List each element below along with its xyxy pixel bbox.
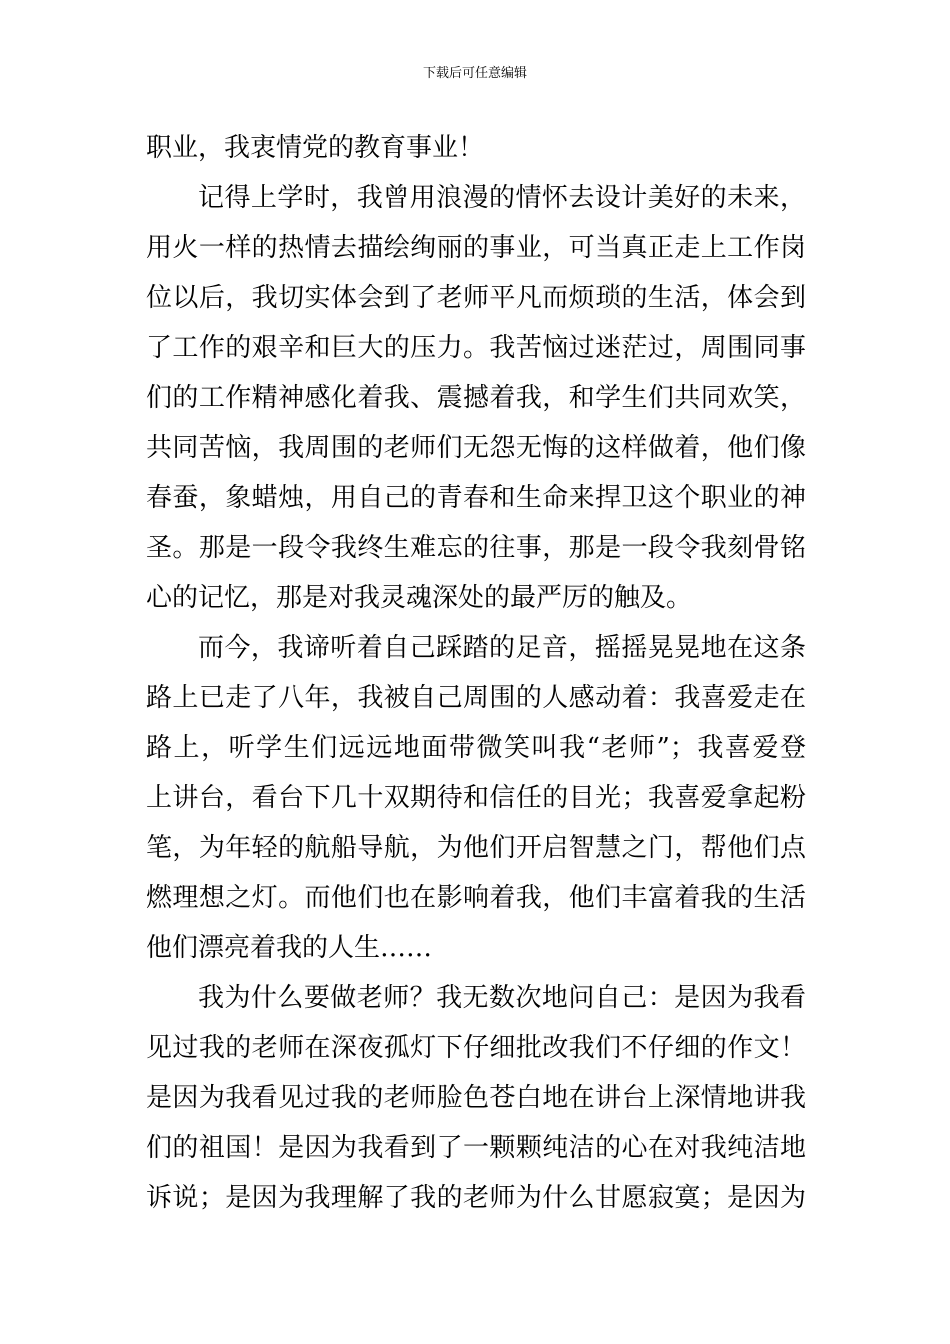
text-line: 诉说；是因为我理解了我的老师为什么甘愿寂寞；是因为 xyxy=(146,1183,806,1213)
text-line: 燃理想之灯。而他们也在影响着我，他们丰富着我的生活 xyxy=(146,883,806,913)
text-line: 记得上学时，我曾用浪漫的情怀去设计美好的未来， xyxy=(198,183,806,213)
text-line: 共同苦恼，我周围的老师们无怨无悔的这样做着，他们像 xyxy=(146,433,806,463)
text-line: 了工作的艰辛和巨大的压力。我苦恼过迷茫过，周围同事 xyxy=(146,333,806,363)
text-line: 们的工作精神感化着我、震撼着我，和学生们共同欢笑， xyxy=(146,383,806,413)
text-line: 路上已走了八年，我被自己周围的人感动着：我喜爱走在 xyxy=(146,683,806,713)
text-line: 见过我的老师在深夜孤灯下仔细批改我们不仔细的作文！ xyxy=(146,1033,806,1063)
text-line: 我为什么要做老师？我无数次地问自己：是因为我看 xyxy=(198,983,806,1013)
text-line: 他们漂亮着我的人生…… xyxy=(146,933,433,963)
page-header: 下载后可任意编辑 xyxy=(422,66,527,81)
text-line: 路上，听学生们远远地面带微笑叫我“老师”；我喜爱登 xyxy=(146,733,806,763)
text-line: 上讲台，看台下几十双期待和信任的目光；我喜爱拿起粉 xyxy=(146,783,806,813)
text-line: 职业，我衷情党的教育事业！ xyxy=(146,133,485,163)
text-line: 心的记忆，那是对我灵魂深处的最严厉的触及。 xyxy=(146,583,693,613)
text-line: 用火一样的热情去描绘绚丽的事业，可当真正走上工作岗 xyxy=(146,233,806,263)
text-line: 位以后，我切实体会到了老师平凡而烦琐的生活，体会到 xyxy=(146,283,806,313)
text-line: 春蚕，象蜡烛，用自己的青春和生命来捍卫这个职业的神 xyxy=(146,483,806,513)
text-line: 是因为我看见过我的老师脸色苍白地在讲台上深情地讲我 xyxy=(146,1083,806,1113)
text-line: 圣。那是一段令我终生难忘的往事，那是一段令我刻骨铭 xyxy=(146,533,806,563)
text-line: 笔，为年轻的航船导航，为他们开启智慧之门，帮他们点 xyxy=(146,833,806,863)
text-line: 们的祖国！是因为我看到了一颗颗纯洁的心在对我纯洁地 xyxy=(146,1133,806,1163)
text-line: 而今，我谛听着自己踩踏的足音，摇摇晃晃地在这条 xyxy=(198,633,806,663)
